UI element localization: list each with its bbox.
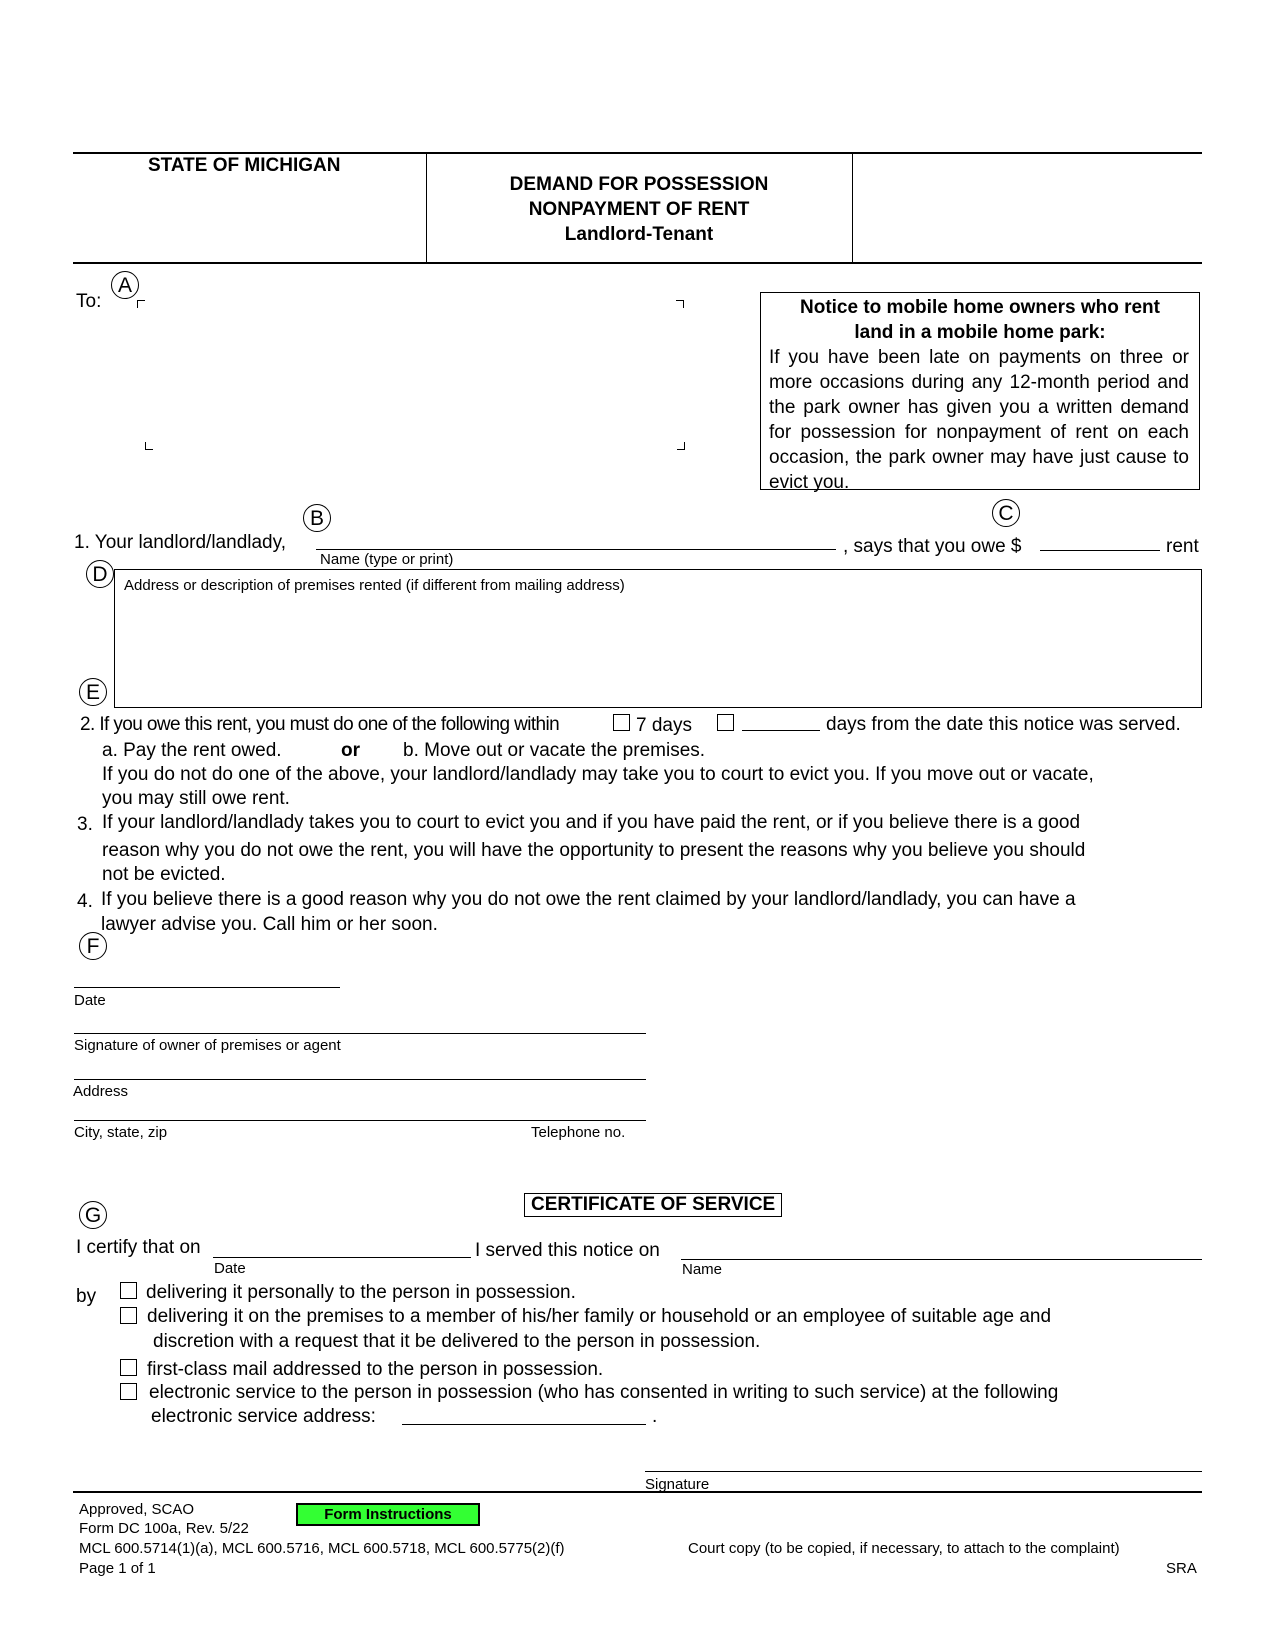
header-top-rule bbox=[73, 152, 1202, 154]
item2-suffix: days from the date this notice was served. bbox=[826, 714, 1181, 735]
mobile-home-notice bbox=[760, 292, 1200, 493]
service-signature-caption: Signature bbox=[645, 1476, 710, 1493]
footer-sra: SRA bbox=[1166, 1560, 1197, 1577]
by-label: by bbox=[76, 1286, 97, 1307]
case-number-input[interactable] bbox=[856, 156, 1202, 260]
footer-page: Page 1 of 1 bbox=[79, 1560, 156, 1577]
marker-a: A bbox=[111, 271, 139, 299]
service-signature-input[interactable] bbox=[645, 1450, 1202, 1472]
item2-line3: If you do not do one of the above, your landlord/landlady may take you to court to evict you. If you move out or vacate, bbox=[102, 764, 1094, 785]
item2-or: or bbox=[341, 740, 360, 761]
address-corner-top-left-icon bbox=[137, 300, 145, 308]
tenant-address-input[interactable] bbox=[150, 306, 676, 442]
header-bottom-rule bbox=[73, 262, 1202, 264]
notice-date-input[interactable] bbox=[74, 966, 340, 988]
served-name-caption: Name bbox=[682, 1261, 723, 1278]
seven-days-checkbox[interactable] bbox=[613, 714, 630, 731]
address-corner-bottom-right-icon bbox=[677, 442, 685, 450]
electronic-service-label-line2: electronic service address: bbox=[151, 1406, 376, 1427]
premises-address-caption: Address or description of premises rented (if different from mailing address) bbox=[124, 577, 625, 594]
state-label: STATE OF MICHIGAN bbox=[148, 155, 341, 176]
electronic-service-label-line1: electronic service to the person in possession (who has consented in writing to such service) at the following bbox=[149, 1382, 1059, 1403]
landlord-name-caption: Name (type or print) bbox=[320, 551, 454, 568]
electronic-service-address-input[interactable] bbox=[402, 1403, 646, 1425]
premises-address-input[interactable] bbox=[120, 598, 1200, 706]
other-days-input[interactable] bbox=[742, 709, 820, 731]
item4-number: 4. bbox=[77, 891, 93, 912]
item3-line1: If your landlord/landlady takes you to court to evict you and if you have paid the rent, or if you believe there is a good bbox=[102, 812, 1081, 833]
form-instructions-button[interactable]: Form Instructions bbox=[296, 1503, 480, 1526]
address-corner-top-right-icon bbox=[676, 300, 684, 308]
footer-rule bbox=[73, 1491, 1202, 1493]
item4-line2: lawyer advise you. Call him or her soon. bbox=[101, 914, 438, 935]
owner-address-input[interactable] bbox=[74, 1058, 646, 1080]
item3-number: 3. bbox=[77, 814, 93, 835]
marker-g: G bbox=[79, 1201, 107, 1229]
owner-city-caption: City, state, zip bbox=[74, 1124, 168, 1141]
notice-date-caption: Date bbox=[74, 992, 106, 1009]
footer-court-copy: Court copy (to be copied, if necessary, to attach to the complaint) bbox=[688, 1540, 1120, 1557]
to-label: To: bbox=[76, 291, 102, 312]
first-class-mail-checkbox[interactable] bbox=[120, 1359, 137, 1376]
marker-d: D bbox=[86, 560, 114, 588]
premises-delivery-label-line2: discretion with a request that it be delivered to the person in possession. bbox=[153, 1331, 761, 1352]
item1-suffix: rent bbox=[1166, 536, 1199, 557]
footer-approved: Approved, SCAO bbox=[79, 1501, 195, 1518]
other-days-checkbox[interactable] bbox=[717, 714, 734, 731]
header-divider-right bbox=[852, 153, 853, 262]
marker-b: B bbox=[303, 504, 331, 532]
rent-amount-input[interactable] bbox=[1040, 529, 1160, 551]
certify-label: I certify that on bbox=[76, 1237, 201, 1258]
item2-prefix: 2. If you owe this rent, you must do one of the following within bbox=[80, 714, 560, 735]
item1-middle: , says that you owe $ bbox=[843, 536, 1022, 557]
item2-line4: you may still owe rent. bbox=[102, 788, 290, 809]
notice-heading-line2: land in a mobile home park: bbox=[854, 322, 1106, 343]
form-title-line2: NONPAYMENT OF RENT bbox=[528, 199, 750, 220]
owner-signature-input[interactable] bbox=[74, 1012, 646, 1034]
seven-days-label: 7 days bbox=[636, 715, 692, 736]
personal-delivery-checkbox[interactable] bbox=[120, 1282, 137, 1299]
owner-telephone-caption: Telephone no. bbox=[531, 1124, 626, 1141]
certificate-title: CERTIFICATE OF SERVICE bbox=[524, 1193, 782, 1217]
owner-address-caption: Address bbox=[73, 1083, 129, 1100]
served-name-input[interactable] bbox=[681, 1238, 1202, 1260]
landlord-name-input[interactable] bbox=[316, 528, 836, 550]
address-corner-bottom-left-icon bbox=[145, 442, 153, 450]
notice-body: If you have been late on payments on three or more occasions during any 12-month period and the park owner has given you a written demand for possession for nonpayment of rent on each occasion, the park owner may have just cause to evict you. bbox=[769, 347, 1189, 493]
marker-e: E bbox=[79, 678, 107, 706]
marker-f: F bbox=[79, 932, 107, 960]
item2-option-a: a. Pay the rent owed. bbox=[102, 740, 282, 761]
footer-mcl: MCL 600.5714(1)(a), MCL 600.5716, MCL 600.5718, MCL 600.5775(2)(f) bbox=[79, 1540, 565, 1557]
service-date-input[interactable] bbox=[213, 1236, 471, 1258]
notice-heading-line1: Notice to mobile home owners who rent bbox=[800, 297, 1160, 318]
item3-line3: not be evicted. bbox=[102, 864, 226, 885]
electronic-service-period: . bbox=[652, 1406, 658, 1427]
service-date-caption: Date bbox=[214, 1260, 246, 1277]
premises-delivery-checkbox[interactable] bbox=[120, 1307, 137, 1324]
item1-prefix: 1. Your landlord/landlady, bbox=[74, 532, 286, 553]
electronic-service-checkbox[interactable] bbox=[120, 1383, 137, 1400]
owner-city-input[interactable] bbox=[74, 1099, 646, 1121]
footer-form-number: Form DC 100a, Rev. 5/22 bbox=[79, 1520, 249, 1537]
personal-delivery-label: delivering it personally to the person in possession. bbox=[146, 1282, 576, 1303]
owner-signature-caption: Signature of owner of premises or agent bbox=[74, 1037, 341, 1054]
item4-line1: If you believe there is a good reason why you do not owe the rent claimed by your landlord/landlady, you can have a bbox=[101, 889, 1076, 910]
marker-c: C bbox=[992, 499, 1020, 527]
served-label: I served this notice on bbox=[475, 1240, 660, 1261]
form-title-line1: DEMAND FOR POSSESSION bbox=[509, 174, 769, 195]
first-class-mail-label: first-class mail addressed to the person in possession. bbox=[147, 1359, 604, 1380]
form-title bbox=[426, 172, 852, 247]
item2-option-b: b. Move out or vacate the premises. bbox=[403, 740, 706, 761]
premises-delivery-label-line1: delivering it on the premises to a member of his/her family or household or an employee of suitable age and bbox=[147, 1306, 1052, 1327]
item3-line2: reason why you do not owe the rent, you will have the opportunity to present the reasons why you believe you should bbox=[102, 840, 1086, 861]
form-title-line3: Landlord-Tenant bbox=[564, 224, 714, 245]
